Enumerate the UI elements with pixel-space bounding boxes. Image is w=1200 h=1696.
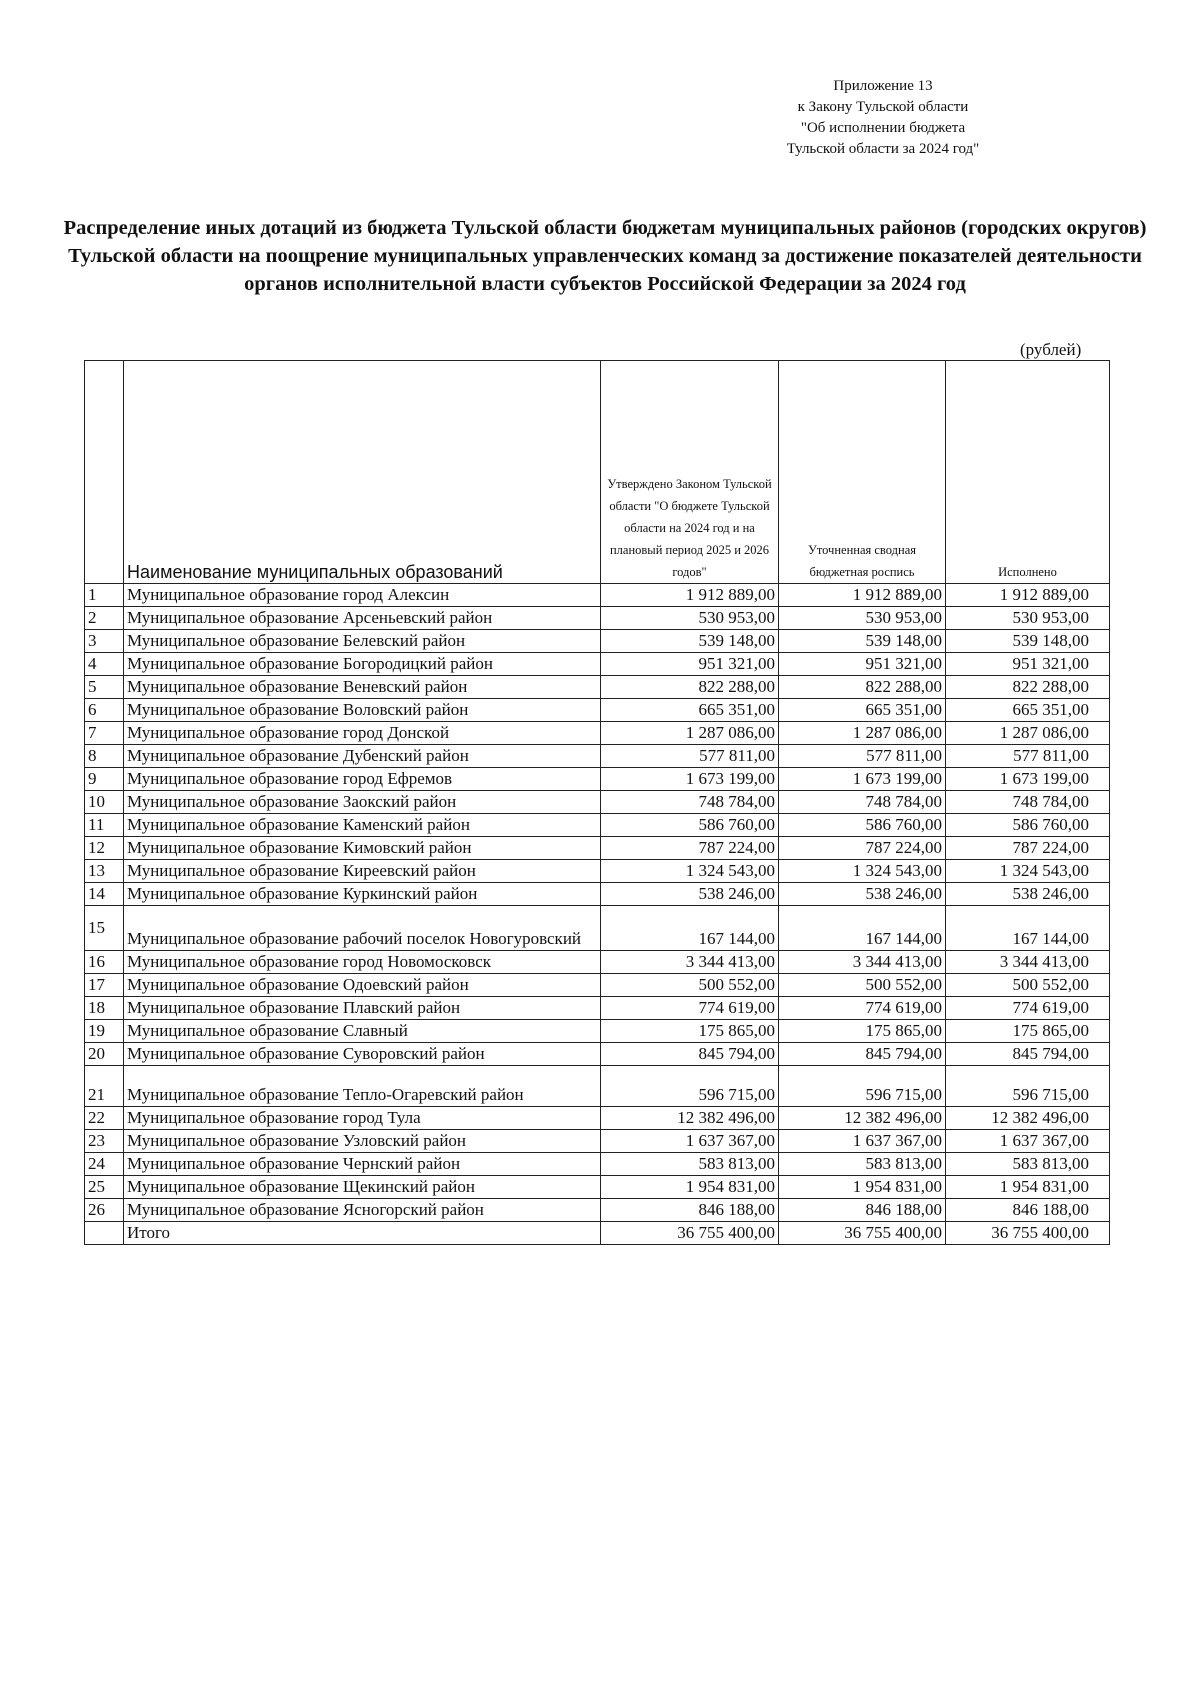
table-row xyxy=(85,1176,1110,1199)
header-approved: Утверждено Законом Тульской области "О бюджете Тульской области на 2024 год и на плановый период 2025 и 2026 годов" xyxy=(601,361,779,584)
header-number xyxy=(85,361,124,584)
row-number: 4 xyxy=(85,653,124,676)
row-number: 24 xyxy=(85,1153,124,1176)
table-row xyxy=(85,653,1110,676)
row-number: 2 xyxy=(85,607,124,630)
table-row xyxy=(85,906,1110,951)
table-row xyxy=(85,1107,1110,1130)
row-number: 19 xyxy=(85,1020,124,1043)
row-approved: 500 552,00 xyxy=(601,974,779,997)
table-row xyxy=(85,1153,1110,1176)
row-name: Муниципальное образование Славный xyxy=(124,1020,601,1043)
row-name: Муниципальное образование Веневский район xyxy=(124,676,601,699)
row-approved: 596 715,00 xyxy=(601,1066,779,1107)
row-number: 8 xyxy=(85,745,124,768)
row-executed: 951 321,00 xyxy=(946,653,1110,676)
row-refined: 500 552,00 xyxy=(779,974,946,997)
row-refined: 846 188,00 xyxy=(779,1199,946,1222)
table-row xyxy=(85,860,1110,883)
appendix-line: Приложение 13 xyxy=(833,78,933,94)
row-refined: 539 148,00 xyxy=(779,630,946,653)
row-executed: 1 912 889,00 xyxy=(946,584,1110,607)
row-executed: 167 144,00 xyxy=(946,906,1110,951)
row-approved: 787 224,00 xyxy=(601,837,779,860)
row-executed: 586 760,00 xyxy=(946,814,1110,837)
table-row xyxy=(85,883,1110,906)
row-name: Муниципальное образование Заокский район xyxy=(124,791,601,814)
row-name: Муниципальное образование город Новомосковск xyxy=(124,951,601,974)
row-name: Муниципальное образование Щекинский район xyxy=(124,1176,601,1199)
row-name: Муниципальное образование Тепло-Огаревский район xyxy=(124,1066,601,1107)
table-row xyxy=(85,1199,1110,1222)
row-approved: 1 673 199,00 xyxy=(601,768,779,791)
table-header-row xyxy=(85,361,1110,584)
row-name: Муниципальное образование Плавский район xyxy=(124,997,601,1020)
row-name: Муниципальное образование Каменский район xyxy=(124,814,601,837)
table-row xyxy=(85,1020,1110,1043)
row-number: 11 xyxy=(85,814,124,837)
row-name: Муниципальное образование город Тула xyxy=(124,1107,601,1130)
table-row xyxy=(85,1130,1110,1153)
row-number: 10 xyxy=(85,791,124,814)
row-refined: 1 912 889,00 xyxy=(779,584,946,607)
row-approved: 583 813,00 xyxy=(601,1153,779,1176)
row-executed: 846 188,00 xyxy=(946,1199,1110,1222)
table-row xyxy=(85,699,1110,722)
row-name: Муниципальное образование Куркинский район xyxy=(124,883,601,906)
row-approved: 1 637 367,00 xyxy=(601,1130,779,1153)
row-refined: 951 321,00 xyxy=(779,653,946,676)
table-row xyxy=(85,722,1110,745)
budget-table xyxy=(84,360,1110,1245)
row-approved: 539 148,00 xyxy=(601,630,779,653)
row-refined: 774 619,00 xyxy=(779,997,946,1020)
row-executed: 1 637 367,00 xyxy=(946,1130,1110,1153)
row-number: 3 xyxy=(85,630,124,653)
row-executed: 577 811,00 xyxy=(946,745,1110,768)
row-refined: 596 715,00 xyxy=(779,1066,946,1107)
row-approved: 175 865,00 xyxy=(601,1020,779,1043)
header-executed: Исполнено xyxy=(946,361,1110,584)
row-approved: 748 784,00 xyxy=(601,791,779,814)
row-refined: 845 794,00 xyxy=(779,1043,946,1066)
row-number: 21 xyxy=(85,1066,124,1107)
row-name: Муниципальное образование Киреевский район xyxy=(124,860,601,883)
row-approved: 665 351,00 xyxy=(601,699,779,722)
row-approved: 167 144,00 xyxy=(601,906,779,951)
row-approved: 530 953,00 xyxy=(601,607,779,630)
row-refined: 1 673 199,00 xyxy=(779,768,946,791)
row-approved: 538 246,00 xyxy=(601,883,779,906)
row-approved: 951 321,00 xyxy=(601,653,779,676)
row-approved: 12 382 496,00 xyxy=(601,1107,779,1130)
row-name: Муниципальное образование город Ефремов xyxy=(124,768,601,791)
total-refined: 36 755 400,00 xyxy=(779,1222,946,1245)
total-approved: 36 755 400,00 xyxy=(601,1222,779,1245)
total-label: Итого xyxy=(124,1222,601,1245)
row-number: 16 xyxy=(85,951,124,974)
header-refined: Уточненная сводная бюджетная роспись xyxy=(779,361,946,584)
document-title: Распределение иных дотаций из бюджета Тульской области бюджетам муниципальных районов (городских округов) Тульской области на поощрение муниципальных управленческих команд за достижение показателей деятельности органов исполнительной власти субъектов Российской Федерации за 2024 год xyxy=(63,217,1147,295)
row-approved: 1 324 543,00 xyxy=(601,860,779,883)
table-row xyxy=(85,997,1110,1020)
row-executed: 1 673 199,00 xyxy=(946,768,1110,791)
row-refined: 167 144,00 xyxy=(779,906,946,951)
row-number: 14 xyxy=(85,883,124,906)
row-executed: 530 953,00 xyxy=(946,607,1110,630)
row-refined: 822 288,00 xyxy=(779,676,946,699)
row-name: Муниципальное образование Воловский район xyxy=(124,699,601,722)
row-refined: 1 637 367,00 xyxy=(779,1130,946,1153)
table-row xyxy=(85,974,1110,997)
row-executed: 538 246,00 xyxy=(946,883,1110,906)
row-refined: 530 953,00 xyxy=(779,607,946,630)
row-refined: 577 811,00 xyxy=(779,745,946,768)
row-number: 20 xyxy=(85,1043,124,1066)
row-executed: 1 324 543,00 xyxy=(946,860,1110,883)
appendix-line: Тульской области за 2024 год" xyxy=(786,141,980,157)
row-approved: 1 954 831,00 xyxy=(601,1176,779,1199)
row-executed: 583 813,00 xyxy=(946,1153,1110,1176)
row-refined: 12 382 496,00 xyxy=(779,1107,946,1130)
row-number: 12 xyxy=(85,837,124,860)
row-executed: 3 344 413,00 xyxy=(946,951,1110,974)
row-number: 7 xyxy=(85,722,124,745)
total-row xyxy=(85,1222,1110,1245)
table-row xyxy=(85,584,1110,607)
row-executed: 500 552,00 xyxy=(946,974,1110,997)
table-row xyxy=(85,607,1110,630)
total-number xyxy=(85,1222,124,1245)
row-executed: 596 715,00 xyxy=(946,1066,1110,1107)
unit-label: (рублей) xyxy=(1020,340,1082,359)
row-number: 13 xyxy=(85,860,124,883)
row-name: Муниципальное образование Кимовский район xyxy=(124,837,601,860)
row-refined: 748 784,00 xyxy=(779,791,946,814)
table-row xyxy=(85,676,1110,699)
appendix-line: "Об исполнении бюджета xyxy=(800,120,966,136)
row-executed: 845 794,00 xyxy=(946,1043,1110,1066)
header-name: Наименование муниципальных образований xyxy=(124,361,601,584)
row-name: Муниципальное образование Одоевский район xyxy=(124,974,601,997)
table-row xyxy=(85,1066,1110,1107)
table-row xyxy=(85,1043,1110,1066)
row-number: 26 xyxy=(85,1199,124,1222)
row-refined: 1 954 831,00 xyxy=(779,1176,946,1199)
row-name: Муниципальное образование Арсеньевский район xyxy=(124,607,601,630)
row-executed: 787 224,00 xyxy=(946,837,1110,860)
row-approved: 1 912 889,00 xyxy=(601,584,779,607)
table-row xyxy=(85,630,1110,653)
row-executed: 12 382 496,00 xyxy=(946,1107,1110,1130)
table-row xyxy=(85,837,1110,860)
row-number: 25 xyxy=(85,1176,124,1199)
row-number: 17 xyxy=(85,974,124,997)
row-refined: 1 324 543,00 xyxy=(779,860,946,883)
row-executed: 748 784,00 xyxy=(946,791,1110,814)
row-approved: 1 287 086,00 xyxy=(601,722,779,745)
total-executed: 36 755 400,00 xyxy=(946,1222,1110,1245)
row-number: 15 xyxy=(85,906,124,951)
table-row xyxy=(85,745,1110,768)
row-refined: 583 813,00 xyxy=(779,1153,946,1176)
row-executed: 822 288,00 xyxy=(946,676,1110,699)
row-approved: 822 288,00 xyxy=(601,676,779,699)
row-number: 1 xyxy=(85,584,124,607)
row-name: Муниципальное образование Дубенский район xyxy=(124,745,601,768)
row-name: Муниципальное образование Белевский район xyxy=(124,630,601,653)
row-approved: 846 188,00 xyxy=(601,1199,779,1222)
row-name: Муниципальное образование Суворовский район xyxy=(124,1043,601,1066)
row-approved: 774 619,00 xyxy=(601,997,779,1020)
row-approved: 3 344 413,00 xyxy=(601,951,779,974)
appendix-line: к Закону Тульской области xyxy=(797,99,969,115)
row-executed: 1 954 831,00 xyxy=(946,1176,1110,1199)
row-number: 23 xyxy=(85,1130,124,1153)
row-number: 22 xyxy=(85,1107,124,1130)
row-refined: 175 865,00 xyxy=(779,1020,946,1043)
row-number: 18 xyxy=(85,997,124,1020)
row-number: 6 xyxy=(85,699,124,722)
row-approved: 577 811,00 xyxy=(601,745,779,768)
row-executed: 539 148,00 xyxy=(946,630,1110,653)
row-approved: 845 794,00 xyxy=(601,1043,779,1066)
row-refined: 665 351,00 xyxy=(779,699,946,722)
row-name: Муниципальное образование Чернский район xyxy=(124,1153,601,1176)
row-executed: 665 351,00 xyxy=(946,699,1110,722)
row-name: Муниципальное образование город Алексин xyxy=(124,584,601,607)
row-number: 9 xyxy=(85,768,124,791)
row-executed: 774 619,00 xyxy=(946,997,1110,1020)
row-refined: 3 344 413,00 xyxy=(779,951,946,974)
row-refined: 586 760,00 xyxy=(779,814,946,837)
row-name: Муниципальное образование Богородицкий район xyxy=(124,653,601,676)
row-executed: 175 865,00 xyxy=(946,1020,1110,1043)
row-executed: 1 287 086,00 xyxy=(946,722,1110,745)
table-row xyxy=(85,951,1110,974)
table-body xyxy=(85,584,1110,1245)
appendix-header xyxy=(718,76,1048,160)
table-row xyxy=(85,791,1110,814)
table-row xyxy=(85,768,1110,791)
row-refined: 1 287 086,00 xyxy=(779,722,946,745)
row-refined: 538 246,00 xyxy=(779,883,946,906)
row-name: Муниципальное образование Ясногорский район xyxy=(124,1199,601,1222)
row-approved: 586 760,00 xyxy=(601,814,779,837)
row-name: Муниципальное образование город Донской xyxy=(124,722,601,745)
row-name: Муниципальное образование Узловский район xyxy=(124,1130,601,1153)
row-number: 5 xyxy=(85,676,124,699)
row-refined: 787 224,00 xyxy=(779,837,946,860)
table-row xyxy=(85,814,1110,837)
row-name: Муниципальное образование рабочий поселок Новогуровский xyxy=(124,906,601,951)
